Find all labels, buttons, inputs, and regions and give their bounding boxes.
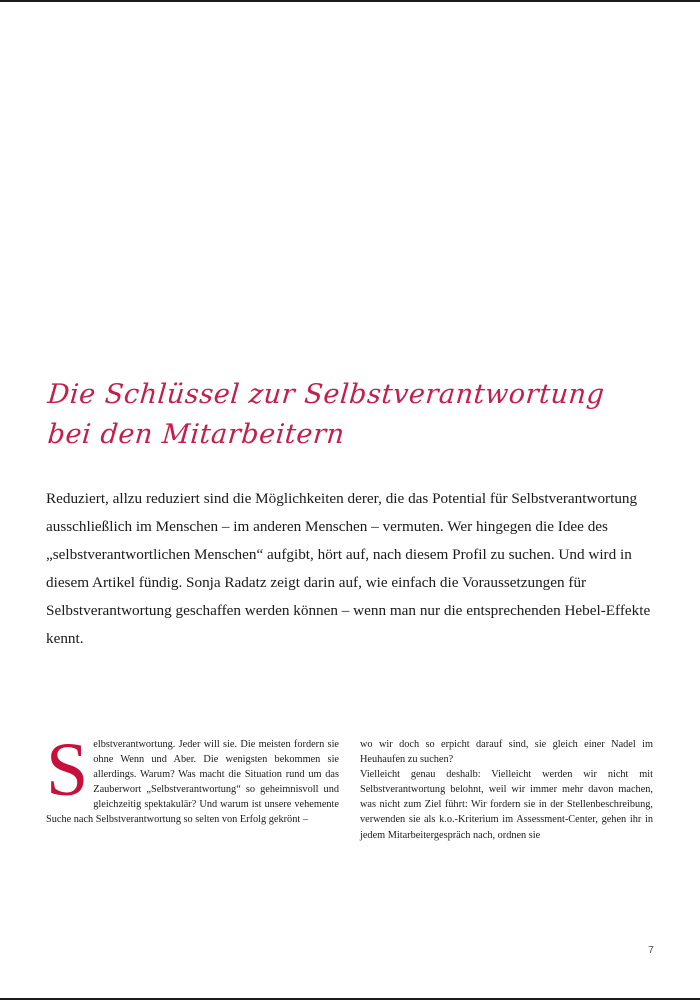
drop-cap: S [46,728,89,812]
body-column-left [46,728,339,897]
body-column-left-text: elbstverantwortung. Jeder will sie. Die meisten fordern sie ohne Wenn und Aber. Die wenigsten bekommen sie allerdings. Warum? Was macht die Situation rund um das Zauberwort „Selbstverantwortung“ so geheimnisvoll und gleichzeitig spektakulär? Und warum ist unsere vehemente Suche nach Selbstverantwortung so selten von Erfolg gekrönt – [46,739,339,826]
lead-paragraph-text: Reduziert, allzu reduziert sind die Möglichkeiten derer, die das Potential für Selbstverantwortung ausschließlich im Menschen – im anderen Menschen – vermuten. Wer hingegen die Idee des „selbstverantwortlichen Menschen“ aufgibt, hört auf, nach diesem Profil zu suchen. Und wird in diesem Artikel fündig. Sonja Radatz zeigt darin auf, wie einfach die Voraussetzungen für Selbstverantwortung geschaffen werden können – wenn man nur die entsprechenden Hebel-Effekte kennt. [46,490,651,647]
page-top-rule [0,0,700,2]
body-column-right [360,737,653,897]
page-number: 7 [648,944,654,956]
body-columns [46,728,653,897]
page-title-line-1: Die Schlüssel zur Selbstverantwortung [46,379,606,411]
page-title [46,376,606,454]
body-column-left-paragraph [46,728,339,828]
body-column-right-paragraph-2: Vielleicht genau deshalb: Vielleicht werden wir nicht mit Selbstverantwortung belohnt, weil wir immer mehr davon machen, was nicht zum Ziel führt: Wir fordern sie in der Stellenbeschreibung, verwenden sie als k.o.-Kriterium im Assessment-Center, gehen ihr in jedem Mitarbeitergespräch nach, ordnen sie [360,769,653,841]
page-title-line-2: bei den Mitarbeitern [46,419,346,451]
lead-paragraph [46,485,653,653]
body-column-right-paragraph-1: wo wir doch so erpicht darauf sind, sie gleich einer Nadel im Heuhaufen zu suchen? [360,739,653,766]
